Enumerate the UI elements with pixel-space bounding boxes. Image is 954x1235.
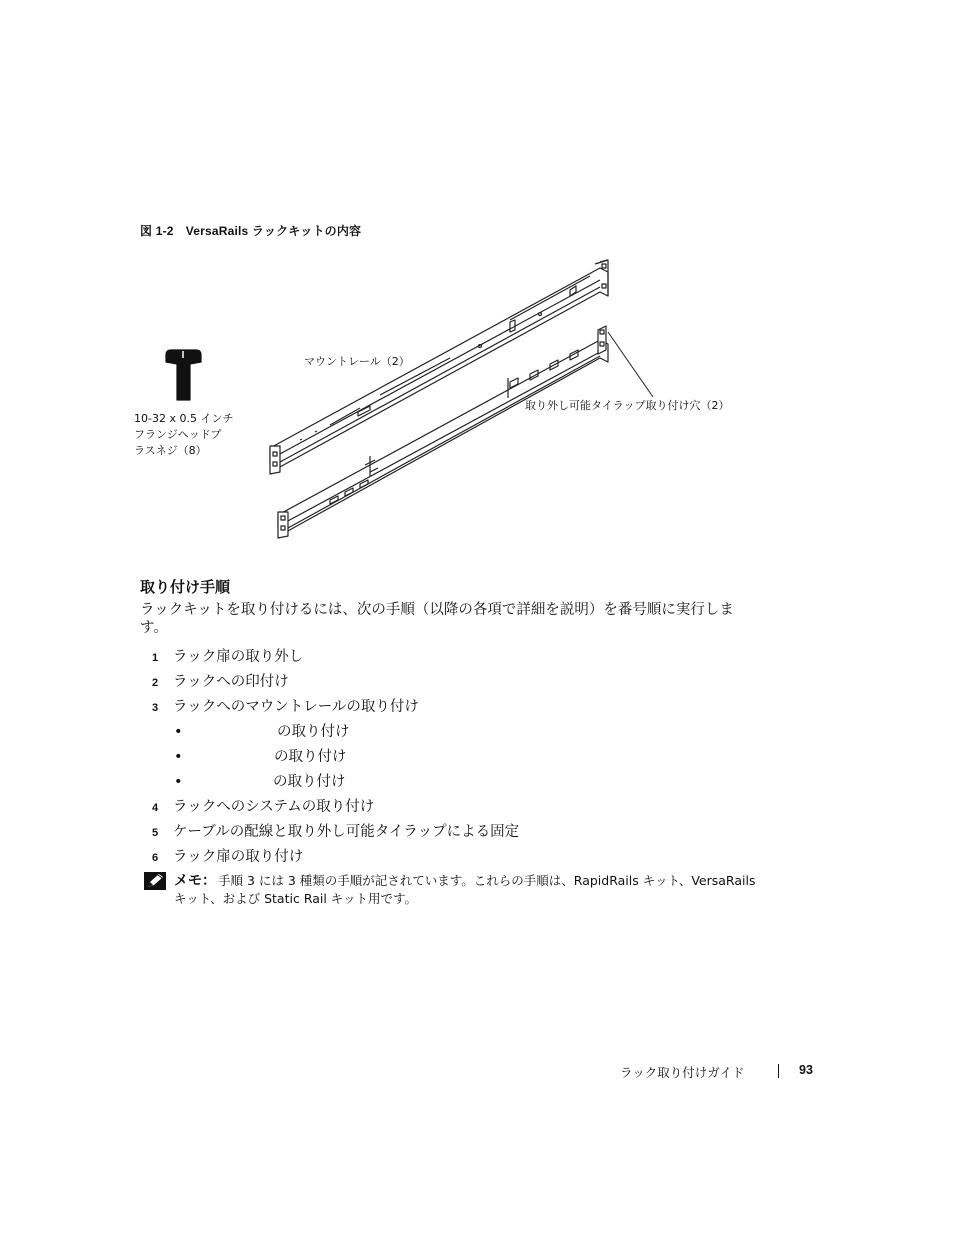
substep-item <box>140 747 780 772</box>
substep-text: の取り付け <box>277 724 350 740</box>
step-number: 5 <box>152 827 159 839</box>
note-text: 手順 3 には 3 種類の手順が記されています。これらの手順は、RapidRails キット、VersaRails キット、および Static Rail キット用です。 <box>174 873 756 906</box>
footer-title: ラック取り付けガイド <box>620 1065 745 1080</box>
substep-text: の取り付け <box>273 774 346 790</box>
tie-wrap-callout: 取り外し可能タイラップ取り付け穴（2） <box>525 399 730 412</box>
bullet-marker: • <box>174 749 183 765</box>
step-text: ラックへのマウントレールの取り付け <box>173 699 419 715</box>
bullet-marker: • <box>174 774 183 790</box>
step-item <box>140 672 780 697</box>
step-item <box>140 822 780 847</box>
substep-text: の取り付け <box>274 749 347 765</box>
step-text: ラックへのシステムの取り付け <box>173 799 375 815</box>
bullet-marker: • <box>174 724 183 740</box>
step-item <box>140 847 780 872</box>
step-text: ケーブルの配線と取り外し可能タイラップによる固定 <box>173 824 520 840</box>
screw-callout <box>134 411 254 459</box>
screw-callout-line-1: 10-32 x 0.5 インチ <box>134 412 234 425</box>
step-text: ラック扉の取り外し <box>173 649 304 665</box>
substep-item <box>140 772 780 797</box>
intro-paragraph: ラックキットを取り付けるには、次の手順（以降の各項で詳細を説明）を番号順に実行します。 <box>140 602 734 636</box>
step-number: 6 <box>152 852 159 864</box>
note-body <box>174 872 764 908</box>
note-label: メモ： <box>174 873 216 889</box>
callout-leader-line <box>608 332 653 397</box>
pencil-icon <box>144 872 166 890</box>
footer-separator <box>778 1064 779 1078</box>
step-number: 4 <box>152 802 159 814</box>
step-number: 2 <box>152 677 159 689</box>
section-heading: 取り付け手順 <box>140 578 231 596</box>
screw-callout-line-3: ラスネジ（8） <box>134 444 207 457</box>
page-number: 93 <box>799 1063 813 1077</box>
step-item <box>140 647 780 672</box>
figure-number: 図 1-2 <box>140 224 174 238</box>
step-item <box>140 697 780 722</box>
mounting-rail-callout: マウントレール（2） <box>304 355 410 368</box>
screw-callout-line-2: フランジヘッドプ <box>134 428 222 441</box>
step-number: 1 <box>152 652 159 664</box>
figure-title: VersaRails ラックキットの内容 <box>185 224 362 238</box>
flange-screw-icon <box>166 350 201 400</box>
step-text: ラックへの印付け <box>173 674 289 690</box>
step-item <box>140 797 780 822</box>
step-text: ラック扉の取り付け <box>173 849 304 865</box>
figure-caption <box>140 222 361 239</box>
substep-item <box>140 722 780 747</box>
step-number: 3 <box>152 702 159 714</box>
installation-steps <box>140 647 780 872</box>
